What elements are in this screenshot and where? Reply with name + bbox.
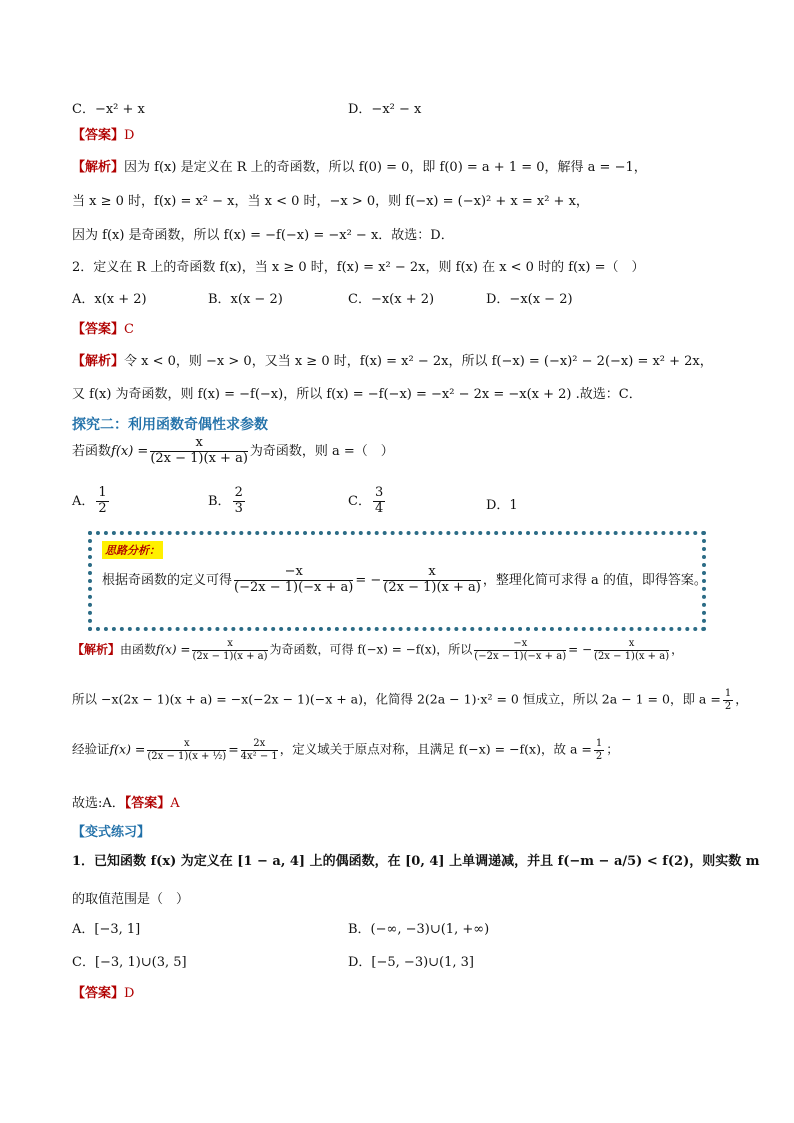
analysis-text: 因为 f(x) 是定义在 R 上的奇函数，所以 f(0) = 0，即 f(0) = a + 1 = 0，解得 a = −1， [124, 160, 647, 175]
analysis-text: 令 x < 0，则 −x > 0，又当 x ≥ 0 时，f(x) = x² − 2x，所以 f(−x) = (−x)² − 2(−x) = x² + 2x， [124, 354, 713, 369]
q2-option-a: A．x(x + 2) [72, 292, 147, 307]
fraction-denominator: 3 [234, 500, 243, 516]
answer-label: 【答案】 [72, 986, 125, 1001]
fraction-numerator: x [192, 638, 267, 651]
fraction-numerator: −x [234, 565, 353, 581]
analysis-function: f(x) = [156, 642, 191, 657]
fraction-denominator: (−2x − 1)(−x + a) [234, 579, 354, 595]
q1-analysis-line3: 因为 f(x) 是奇函数，所以 f(x) = −f(−x) = −x² − x．故选：D． [72, 228, 454, 243]
fraction-numerator: 3 [374, 485, 384, 500]
stem-fraction [150, 436, 248, 467]
analysis-fraction-2 [474, 638, 566, 662]
option-label: A． [72, 493, 95, 509]
q2-analysis-line2: 又 f(x) 为奇函数，则 f(x) = −f(−x)，所以 f(x) = −f(−x) = −x² − 2x = −x(x + 2) .故选：C． [72, 387, 642, 402]
fraction-numerator: 2 [234, 485, 243, 500]
q2-analysis-line1 [72, 350, 713, 369]
hint-prefix: 根据奇函数的定义可得 [102, 572, 233, 588]
hint-suffix: ，整理化简可求得 a 的值，即得答案。 [482, 572, 707, 588]
analysis-fraction-1 [147, 738, 226, 762]
analysis-equals: = − [568, 642, 593, 657]
analysis-text: 由函数 [120, 642, 157, 657]
fraction-denominator: (2x − 1)(x + a) [594, 650, 670, 662]
hint-box [88, 531, 706, 631]
fraction-numerator: 1 [724, 688, 732, 699]
q1-option-c: C．−x² + x [72, 102, 145, 117]
analysis-fraction-3 [594, 738, 604, 762]
option-label: B． [208, 493, 231, 509]
conclusion-text: 故选:A． [72, 796, 125, 811]
hint-equals: = − [355, 572, 382, 588]
section2-option-a [72, 486, 111, 517]
section2-option-d: D．1 [486, 498, 518, 513]
fraction-denominator: 4x² − 1 [240, 750, 278, 762]
practice-option-d: D．[−5, −3)∪(1, 3] [348, 955, 475, 970]
section2-option-c [348, 486, 387, 517]
practice-option-a: A．[−3, 1] [72, 922, 141, 937]
option-fraction [96, 486, 108, 517]
fraction-numerator: x [594, 638, 669, 651]
stem-function: f(x) = [111, 443, 149, 459]
analysis-text: ， [735, 691, 748, 707]
section2-analysis-line1 [72, 638, 683, 662]
q1-analysis-line2: 当 x ≥ 0 时，f(x) = x² − x，当 x < 0 时，−x > 0，则 f(−x) = (−x)² + x = x² + x， [72, 194, 589, 209]
fraction-denominator: (2x − 1)(x + a) [150, 450, 248, 466]
fraction-numerator: x [147, 738, 226, 751]
hint-text [102, 565, 707, 596]
fraction-denominator: 2 [98, 500, 107, 516]
analysis-fraction-1 [192, 638, 267, 662]
q2-option-d: D．−x(x − 2) [486, 292, 573, 307]
fraction-denominator: (−2x − 1)(−x + a) [474, 650, 567, 662]
fraction-denominator: 2 [724, 700, 732, 712]
fraction-numerator: x [383, 565, 481, 581]
analysis-text: ， [671, 642, 684, 657]
fraction-numerator: 1 [98, 485, 107, 500]
answer-label: 【答案】 [124, 796, 171, 811]
practice-answer [72, 982, 134, 1001]
fraction-denominator: 2 [595, 750, 603, 762]
practice-option-c: C．[−3, 1)∪(3, 5] [72, 955, 187, 970]
practice-stem-line1: 1．已知函数 f(x) 为定义在 [1 − a, 4] 上的偶函数，在 [0, 4] 上单调递减，并且 f(−m − a/5) < f(2)，则实数 m [72, 854, 760, 869]
fraction-numerator: −x [474, 638, 566, 651]
analysis-text: ； [606, 741, 619, 757]
analysis-fraction [723, 688, 733, 712]
option-fraction [233, 486, 245, 517]
q2-stem: 2．定义在 R 上的奇函数 f(x)，当 x ≥ 0 时，f(x) = x² − 2x，则 f(x) 在 x < 0 时的 f(x) =（ ） [72, 260, 645, 275]
analysis-text: ，定义域关于原点对称，且满足 f(−x) = −f(x)，故 a = [279, 741, 592, 757]
stem-suffix: 为奇函数，则 a =（ ） [249, 443, 394, 459]
analysis-text: 经验证 [72, 741, 110, 757]
analysis-label: 【解析】 [72, 160, 125, 175]
section2-analysis-line3 [72, 738, 619, 762]
section2-analysis-line2 [72, 688, 748, 712]
answer-value: D [124, 986, 135, 1001]
fraction-numerator: x [150, 436, 248, 452]
section2-conclusion [72, 792, 180, 811]
analysis-text: 所以 −x(2x − 1)(x + a) = −x(−2x − 1)(−x + a)，化简得 2(2a − 1)·x² = 0 恒成立，所以 2a − 1 = 0，即 a = [72, 691, 721, 707]
q2-answer [72, 318, 134, 337]
q1-answer [72, 124, 134, 143]
analysis-label: 【解析】 [72, 642, 121, 657]
analysis-text: 为奇函数，可得 f(−x) = −f(x)，所以 [269, 642, 473, 657]
analysis-label: 【解析】 [72, 354, 125, 369]
answer-value: C [124, 322, 134, 337]
fraction-denominator: 4 [374, 500, 384, 516]
analysis-function: f(x) = [109, 741, 146, 757]
fraction-denominator: (2x − 1)(x + a) [192, 650, 268, 662]
analysis-fraction-3 [594, 638, 669, 662]
fraction-numerator: 1 [595, 738, 603, 749]
q1-option-d: D．−x² − x [348, 102, 422, 117]
answer-label: 【答案】 [72, 128, 125, 143]
q2-option-c: C．−x(x + 2) [348, 292, 435, 307]
analysis-equals: = [228, 741, 239, 757]
fraction-numerator: 2x [241, 738, 278, 751]
hint-fraction-1 [234, 565, 353, 596]
fraction-denominator: (2x − 1)(x + a) [383, 579, 481, 595]
hint-fraction-2 [383, 565, 481, 596]
answer-label: 【答案】 [72, 322, 125, 337]
fraction-denominator: (2x − 1)(x + ½) [147, 750, 227, 762]
section2-option-b [208, 486, 247, 517]
practice-option-b: B．(−∞, −3)∪(1, +∞) [348, 922, 490, 937]
option-fraction [373, 486, 385, 517]
practice-title: 【变式练习】 [72, 825, 151, 840]
option-label: C． [348, 493, 371, 509]
hint-tag: 思路分析： [102, 541, 163, 559]
q1-analysis-line1 [72, 156, 647, 175]
stem-prefix: 若函数 [72, 443, 112, 459]
section2-stem [72, 436, 394, 467]
answer-value: A [170, 796, 180, 811]
practice-stem-line2: 的取值范围是（ ） [72, 892, 190, 907]
section-title: 探究二：利用函数奇偶性求参数 [72, 417, 268, 433]
analysis-fraction-2 [241, 738, 278, 762]
answer-value: D [124, 128, 135, 143]
q2-option-b: B．x(x − 2) [208, 292, 283, 307]
